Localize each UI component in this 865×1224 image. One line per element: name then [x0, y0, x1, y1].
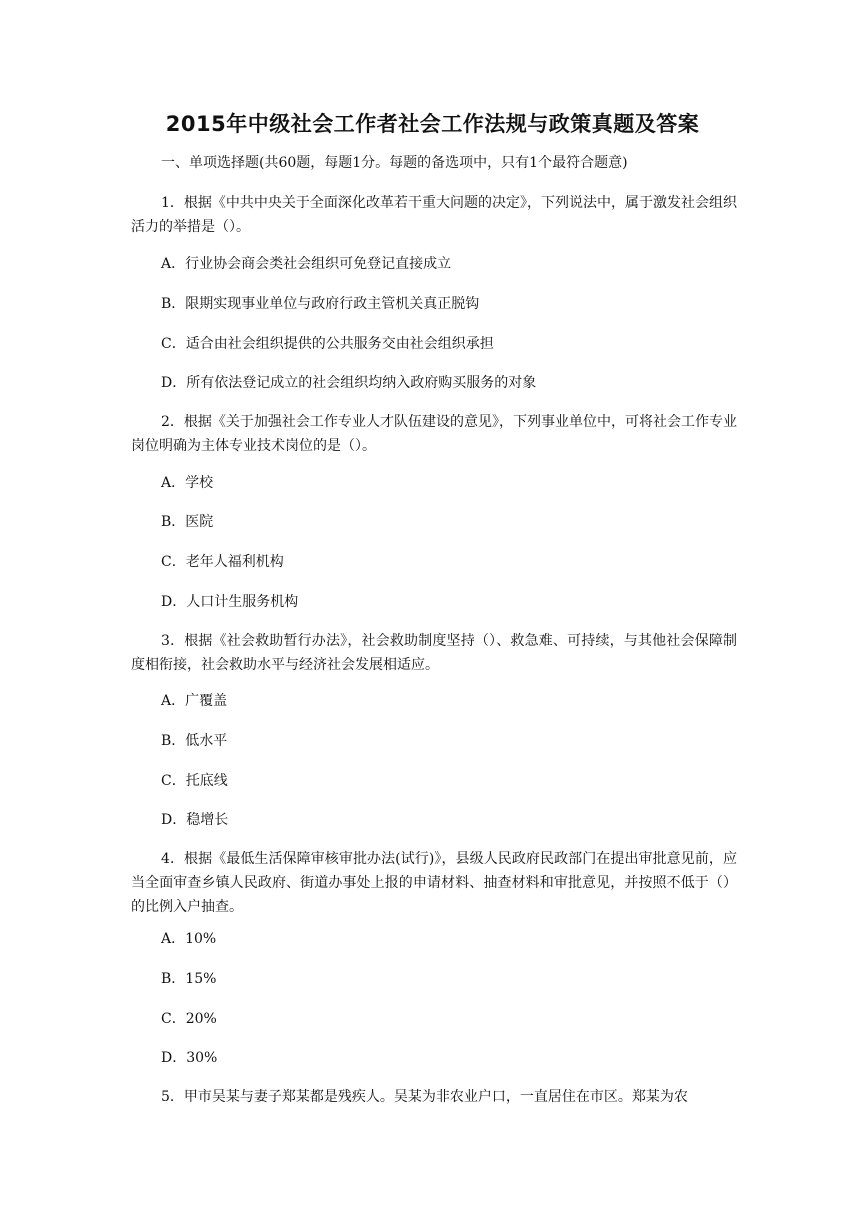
document-title: 2015年中级社会工作者社会工作法规与政策真题及答案	[165, 112, 700, 136]
question-2-option-b: B．医院	[161, 514, 214, 530]
question-4-option-d: D．30%	[161, 1050, 218, 1066]
section-heading: 一、单项选择题(共60题，每题1分。每题的备选项中，只有1个最符合题意)	[161, 155, 628, 171]
question-3-option-a: A．广覆盖	[161, 693, 228, 709]
question-5-stem: 5．甲市吴某与妻子郑某都是残疾人。吴某为非农业户口，一直居住在市区。郑某为农	[161, 1089, 688, 1105]
question-4-stem: 4．根据《最低生活保障审核审批办法(试行)》，县级人民政府民政部门在提出审批意见前，应当全面审查乡镇人民政府、街道办事处上报的申请材料、抽查材料和审批意见，并按照不低于（）的比例入户抽查。	[131, 851, 737, 915]
question-1-option-d: D．所有依法登记成立的社会组织均纳入政府购买服务的对象	[161, 375, 537, 391]
question-1-option-b: B．限期实现事业单位与政府行政主管机关真正脱钩	[161, 296, 480, 312]
question-1-stem: 1．根据《中共中央关于全面深化改革若干重大问题的决定》，下列说法中，属于激发社会组织活力的举措是（）。	[131, 195, 737, 235]
question-4-option-c: C．20%	[161, 1011, 217, 1027]
question-3-stem: 3．根据《社会救助暂行办法》，社会救助制度坚持（）、救急难、可持续，与其他社会保障制度相衔接，社会救助水平与经济社会发展相适应。	[131, 633, 737, 673]
question-2-option-a: A．学校	[161, 475, 214, 491]
question-2-stem: 2．根据《关于加强社会工作专业人才队伍建设的意见》，下列事业单位中，可将社会工作专业岗位明确为主体专业技术岗位的是（）。	[131, 414, 737, 454]
question-3-option-b: B．低水平	[161, 733, 228, 749]
question-1-option-a: A．行业协会商会类社会组织可免登记直接成立	[161, 256, 452, 272]
question-1-option-c: C．适合由社会组织提供的公共服务交由社会组织承担	[161, 336, 494, 352]
question-4-option-b: B．15%	[161, 971, 217, 987]
question-2-option-c: C．老年人福利机构	[161, 554, 284, 570]
question-3-option-d: D．稳增长	[161, 812, 229, 828]
question-2-option-d: D．人口计生服务机构	[161, 594, 299, 610]
question-3-option-c: C．托底线	[161, 773, 228, 789]
question-4-option-a: A．10%	[161, 931, 217, 947]
